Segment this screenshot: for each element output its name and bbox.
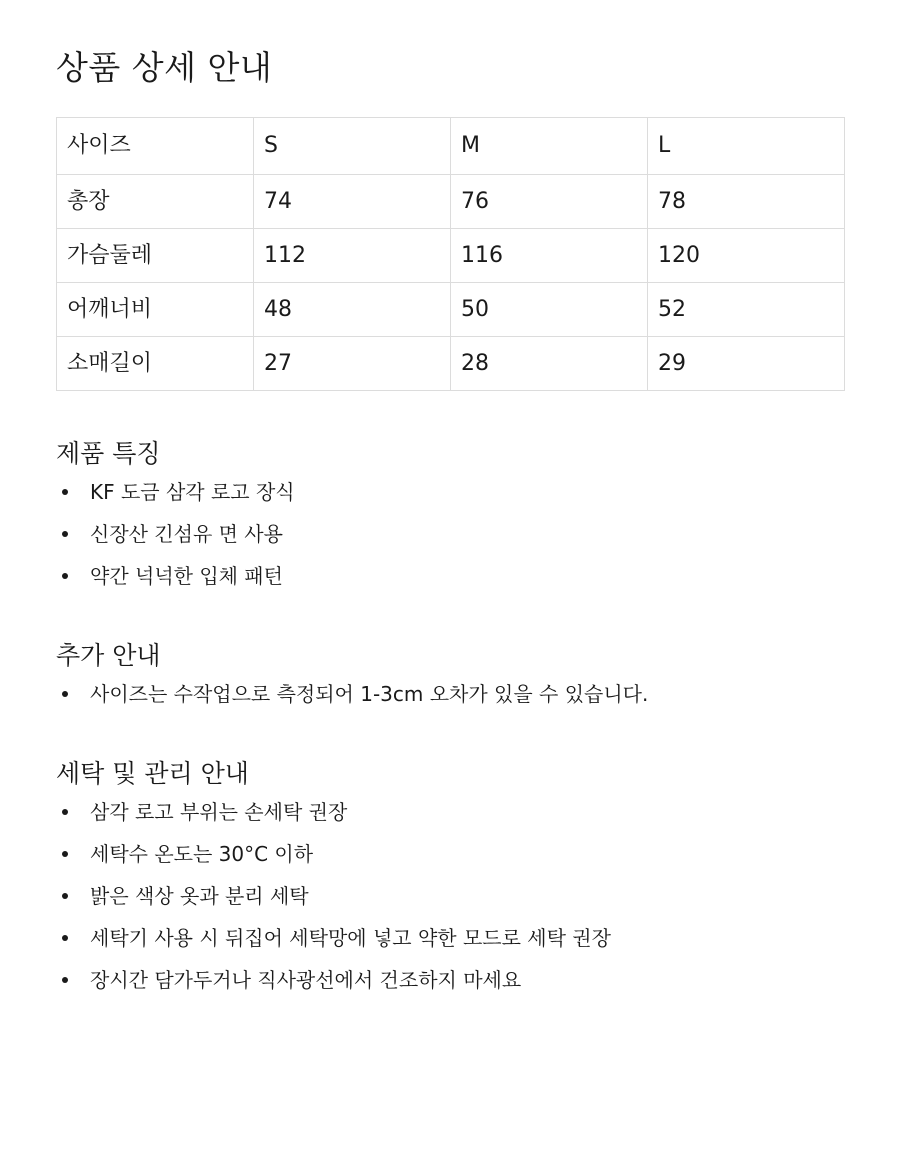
bullet-icon <box>62 977 68 983</box>
table-header-cell: L <box>648 118 845 175</box>
size-table <box>56 117 845 391</box>
notes-section <box>56 639 844 715</box>
table-row <box>57 175 845 229</box>
list-item-text: 삼각 로고 부위는 손세탁 권장 <box>90 800 348 824</box>
table-row <box>57 283 845 337</box>
table-cell: 120 <box>648 229 845 283</box>
features-list <box>56 471 844 597</box>
page-title: 상품 상세 안내 <box>56 48 273 87</box>
table-header-cell: 사이즈 <box>57 118 254 175</box>
list-item <box>56 875 844 917</box>
list-item <box>56 471 844 513</box>
list-item-text: 장시간 담가두거나 직사광선에서 건조하지 마세요 <box>90 968 522 992</box>
table-cell: 76 <box>451 175 648 229</box>
table-cell: 52 <box>648 283 845 337</box>
care-list <box>56 791 844 1001</box>
bullet-icon <box>62 893 68 899</box>
bullet-icon <box>62 935 68 941</box>
notes-heading: 추가 안내 <box>56 641 161 670</box>
table-row <box>57 337 845 391</box>
table-row-label: 소매길이 <box>57 337 254 391</box>
list-item-text: 세탁수 온도는 30°C 이하 <box>90 842 314 866</box>
table-cell: 112 <box>254 229 451 283</box>
list-item-text: 약간 넉넉한 입체 패턴 <box>90 564 283 588</box>
list-item <box>56 791 844 833</box>
care-section <box>56 757 844 1001</box>
list-item-text: KF 도금 삼각 로고 장식 <box>90 480 295 504</box>
table-cell: 50 <box>451 283 648 337</box>
care-heading: 세탁 및 관리 안내 <box>56 759 249 788</box>
table-cell: 116 <box>451 229 648 283</box>
bullet-icon <box>62 809 68 815</box>
table-row-label: 총장 <box>57 175 254 229</box>
list-item <box>56 673 844 715</box>
bullet-icon <box>62 489 68 495</box>
table-cell: 48 <box>254 283 451 337</box>
list-item-text: 사이즈는 수작업으로 측정되어 1-3cm 오차가 있을 수 있습니다. <box>90 682 649 706</box>
bullet-icon <box>62 573 68 579</box>
notes-list <box>56 673 844 715</box>
list-item <box>56 555 844 597</box>
bullet-icon <box>62 531 68 537</box>
table-header-row <box>57 118 845 175</box>
bullet-icon <box>62 691 68 697</box>
list-item-text: 세탁기 사용 시 뒤집어 세탁망에 넣고 약한 모드로 세탁 권장 <box>90 926 611 950</box>
list-item-text: 신장산 긴섬유 면 사용 <box>90 522 283 546</box>
list-item-text: 밝은 색상 옷과 분리 세탁 <box>90 884 309 908</box>
features-section <box>56 437 844 597</box>
table-header-cell: M <box>451 118 648 175</box>
list-item <box>56 917 844 959</box>
table-row-label: 가슴둘레 <box>57 229 254 283</box>
table-cell: 27 <box>254 337 451 391</box>
table-header-cell: S <box>254 118 451 175</box>
features-heading: 제품 특징 <box>56 439 161 468</box>
table-cell: 78 <box>648 175 845 229</box>
table-row-label: 어깨너비 <box>57 283 254 337</box>
list-item <box>56 959 844 1001</box>
bullet-icon <box>62 851 68 857</box>
list-item <box>56 833 844 875</box>
table-row <box>57 229 845 283</box>
table-cell: 74 <box>254 175 451 229</box>
table-cell: 29 <box>648 337 845 391</box>
list-item <box>56 513 844 555</box>
table-cell: 28 <box>451 337 648 391</box>
